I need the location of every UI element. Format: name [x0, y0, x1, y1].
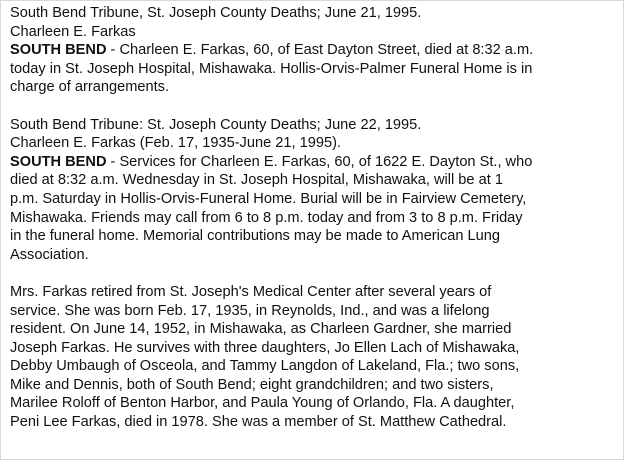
- dateline: SOUTH BEND: [10, 42, 107, 59]
- biography-line: Peni Lee Farkas, died in 1978. She was a member of St. Matthew Cathedral.: [10, 414, 507, 431]
- notice-body-line: charge of arrangements.: [10, 79, 169, 96]
- notice-header: South Bend Tribune, St. Joseph County Deaths; June 21, 1995.: [10, 5, 422, 21]
- notice-body-line: Mishawaka. Friends may call from 6 to 8 p.m. today and from 3 to 8 p.m. Friday: [10, 209, 523, 226]
- biography-line: Mrs. Farkas retired from St. Joseph's Medical Center after several years of: [10, 283, 492, 300]
- biography-line: Debby Umbaugh of Osceola, and Tammy Langdon of Lakeland, Fla.; two sons,: [10, 358, 520, 375]
- death-notice-june-21: [10, 4, 618, 97]
- deceased-name: Charleen E. Farkas (Feb. 17, 1935-June 21, 1995).: [10, 135, 341, 152]
- notice-body-line: [10, 41, 618, 60]
- notice-body-line: died at 8:32 a.m. Wednesday in St. Joseph Hospital, Mishawaka, will be at 1: [10, 172, 503, 189]
- notice-body-line: in the funeral home. Memorial contributions may be made to American Lung: [10, 228, 500, 245]
- notice-header: South Bend Tribune: St. Joseph County Deaths; June 22, 1995.: [10, 116, 422, 133]
- biography-paragraph: [10, 283, 618, 432]
- biography-line: Marilee Roloff of Benton Harbor, and Paula Young of Orlando, Fla. A daughter,: [10, 395, 515, 412]
- notice-body-line: p.m. Saturday in Hollis-Orvis-Funeral Home. Burial will be in Fairview Cemetery,: [10, 190, 527, 207]
- death-notice-june-22: [10, 116, 618, 265]
- biography-line: service. She was born Feb. 17, 1935, in Reynolds, Ind., and was a lifelong: [10, 302, 490, 319]
- biography-line: Mike and Dennis, both of South Bend; eight grandchildren; and two sisters,: [10, 376, 494, 393]
- notice-body-line: today in St. Joseph Hospital, Mishawaka. Hollis-Orvis-Palmer Funeral Home is in: [10, 60, 533, 77]
- deceased-name: Charleen E. Farkas: [10, 23, 136, 40]
- notice-body-line: [10, 153, 618, 172]
- notice-body-line: Association.: [10, 246, 89, 263]
- biography-line: Joseph Farkas. He survives with three daughters, Jo Ellen Lach of Mishawaka,: [10, 339, 520, 356]
- notice-body-text: - Services for Charleen E. Farkas, 60, of 1622 E. Dayton St., who: [106, 153, 533, 170]
- dateline: SOUTH BEND: [10, 153, 107, 170]
- biography-line: resident. On June 14, 1952, in Mishawaka, as Charleen Gardner, she married: [10, 321, 512, 338]
- notice-body-text: - Charleen E. Farkas, 60, of East Dayton Street, died at 8:32 a.m.: [106, 42, 534, 59]
